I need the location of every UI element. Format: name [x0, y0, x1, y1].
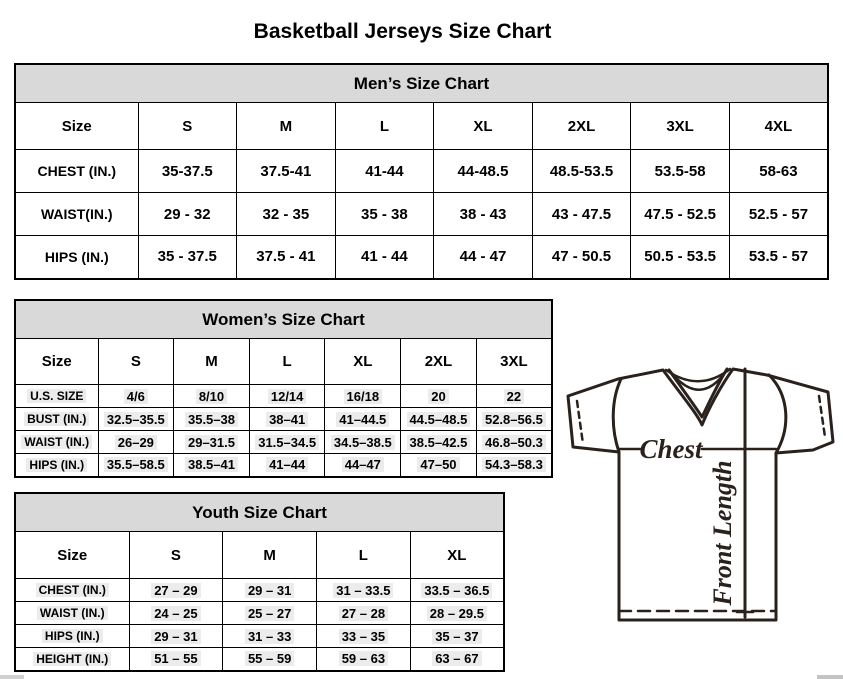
- right-armhole-seam: [769, 375, 786, 453]
- value-cell-text: 47 - 50.5: [551, 248, 612, 266]
- value-cell: [476, 385, 552, 408]
- value-cell: [317, 625, 411, 648]
- table-band-row: [15, 493, 504, 532]
- size-column-header-text: XL: [353, 353, 373, 370]
- size-column-header-text: L: [358, 546, 368, 564]
- size-row-label: [15, 532, 129, 579]
- value-cell-text: 63 – 67: [432, 651, 481, 666]
- value-cell: [335, 236, 434, 279]
- size-row-label: [15, 103, 138, 150]
- value-cell-text: 53.5 - 57: [748, 248, 809, 266]
- value-cell-text: 48.5-53.5: [549, 162, 614, 180]
- size-column-header: [223, 532, 317, 579]
- table-row: [15, 648, 504, 671]
- value-cell: [325, 408, 401, 431]
- table-band-row: [15, 300, 552, 339]
- womens-size-table: [14, 299, 553, 478]
- table-row: [15, 408, 552, 431]
- table-row: [15, 454, 552, 477]
- value-cell-text: 27 – 29: [151, 583, 200, 598]
- value-cell-text: 25 – 27: [245, 606, 294, 621]
- size-row-label-text: Size: [41, 353, 72, 370]
- size-column-header-text: 3XL: [666, 117, 694, 135]
- value-cell: [98, 431, 174, 454]
- value-cell: [434, 150, 533, 193]
- mens-size-table: [14, 63, 829, 280]
- value-cell-text: 44–47: [342, 457, 384, 472]
- value-cell: [410, 579, 504, 602]
- value-cell: [325, 454, 401, 477]
- value-cell: [249, 385, 325, 408]
- value-cell: [249, 408, 325, 431]
- value-cell-text: 29 – 31: [245, 583, 294, 598]
- value-cell: [138, 150, 237, 193]
- value-cell-text: 41–44: [266, 457, 308, 472]
- value-cell-text: 50.5 - 53.5: [644, 248, 716, 266]
- size-column-header-text: 2XL: [424, 353, 453, 370]
- size-column-header: [631, 103, 730, 150]
- value-cell-text: 55 – 59: [245, 651, 294, 666]
- size-header-row: [15, 103, 828, 150]
- row-label: [15, 236, 138, 279]
- value-cell-text: 12/14: [268, 389, 307, 404]
- value-cell-text: 20: [428, 389, 448, 404]
- value-cell-text: 47–50: [417, 457, 459, 472]
- value-cell: [434, 236, 533, 279]
- row-label: [15, 385, 98, 408]
- size-column-header-text: 3XL: [500, 353, 528, 370]
- value-cell-text: 51 – 55: [151, 651, 200, 666]
- page-title: Basketball Jerseys Size Chart: [253, 20, 552, 44]
- value-cell-text: 22: [504, 389, 524, 404]
- table-row: [15, 625, 504, 648]
- value-cell: [729, 150, 828, 193]
- row-label: [15, 625, 129, 648]
- value-cell: [174, 454, 250, 477]
- row-label: [15, 648, 129, 671]
- size-row-label: [15, 339, 98, 385]
- value-cell-text: 38.5–41: [185, 457, 238, 472]
- value-cell-text: 35 – 37: [432, 629, 481, 644]
- value-cell: [317, 602, 411, 625]
- size-column-header: [434, 103, 533, 150]
- value-cell-text: 38–41: [266, 412, 308, 427]
- value-cell-text: 33.5 – 36.5: [421, 583, 492, 598]
- left-armhole-seam: [613, 379, 621, 452]
- value-cell: [631, 150, 730, 193]
- value-cell: [335, 193, 434, 236]
- value-cell: [174, 408, 250, 431]
- value-cell-text: 41–44.5: [336, 412, 389, 427]
- youth-size-table: [14, 492, 505, 672]
- horizontal-scrollbar-fragment-right[interactable]: [817, 675, 843, 679]
- value-cell-text: 34.5–38.5: [331, 435, 395, 450]
- row-label-text: BUST (IN.): [24, 412, 89, 426]
- size-column-header: [410, 532, 504, 579]
- row-label: [15, 602, 129, 625]
- value-cell: [317, 579, 411, 602]
- size-header-row: [15, 339, 552, 385]
- value-cell: [729, 193, 828, 236]
- value-cell: [138, 193, 237, 236]
- value-cell: [237, 193, 336, 236]
- value-cell-text: 27 – 28: [339, 606, 388, 621]
- size-column-header: [335, 103, 434, 150]
- value-cell: [410, 648, 504, 671]
- value-cell-text: 54.3–58.3: [482, 457, 546, 472]
- value-cell-text: 31 – 33: [245, 629, 294, 644]
- value-cell: [237, 150, 336, 193]
- value-cell-text: 29 - 32: [163, 205, 211, 223]
- value-cell-text: 37.5-41: [260, 162, 312, 180]
- value-cell-text: 24 – 25: [151, 606, 200, 621]
- value-cell: [476, 431, 552, 454]
- right-cuff-dashed-line: [819, 396, 825, 437]
- value-cell: [325, 431, 401, 454]
- size-column-header-text: S: [170, 546, 181, 564]
- size-column-header-text: M: [279, 117, 293, 135]
- value-cell-text: 52.8–56.5: [482, 412, 546, 427]
- row-label-text: WAIST (IN.): [21, 435, 92, 449]
- value-cell: [223, 648, 317, 671]
- value-cell: [129, 579, 223, 602]
- jersey-diagram: [560, 365, 836, 635]
- value-cell: [174, 385, 250, 408]
- value-cell-text: 28 – 29.5: [427, 606, 487, 621]
- value-cell: [129, 625, 223, 648]
- table-row: [15, 602, 504, 625]
- value-cell-text: 35.5–58.5: [104, 457, 168, 472]
- size-column-header-text: 2XL: [567, 117, 596, 135]
- row-label-text: U.S. SIZE: [27, 389, 86, 403]
- table-row: [15, 431, 552, 454]
- value-cell-text: 41-44: [365, 162, 404, 180]
- womens-chart-title: Women’s Size Chart: [15, 300, 552, 339]
- row-label-text: WAIST(IN.): [40, 206, 113, 222]
- value-cell-text: 44.5–48.5: [407, 412, 471, 427]
- left-cuff-dashed-line: [577, 401, 583, 444]
- size-column-header-text: XL: [473, 117, 493, 135]
- value-cell-text: 8/10: [196, 389, 227, 404]
- value-cell: [223, 579, 317, 602]
- size-column-header: [237, 103, 336, 150]
- value-cell: [98, 454, 174, 477]
- table-row: [15, 385, 552, 408]
- size-column-header-text: L: [282, 353, 292, 370]
- value-cell-text: 53.5-58: [654, 162, 706, 180]
- row-label: [15, 193, 138, 236]
- value-cell-text: 35 - 38: [361, 205, 408, 223]
- value-cell-text: 43 - 47.5: [551, 205, 612, 223]
- size-column-header: [249, 339, 325, 385]
- value-cell: [401, 454, 477, 477]
- value-cell-text: 33 – 35: [339, 629, 388, 644]
- youth-chart-title: Youth Size Chart: [15, 493, 504, 532]
- value-cell: [401, 408, 477, 431]
- value-cell: [249, 454, 325, 477]
- size-column-header: [129, 532, 223, 579]
- size-column-header: [98, 339, 174, 385]
- value-cell: [476, 454, 552, 477]
- row-label: [15, 408, 98, 431]
- size-column-header: [729, 103, 828, 150]
- value-cell-text: 35 - 37.5: [157, 248, 217, 266]
- value-cell: [401, 431, 477, 454]
- chest-label: Chest: [639, 434, 703, 464]
- value-cell: [317, 648, 411, 671]
- row-label: [15, 579, 129, 602]
- value-cell: [129, 602, 223, 625]
- value-cell: [631, 193, 730, 236]
- size-column-header-text: XL: [447, 546, 467, 564]
- size-column-header-text: M: [263, 546, 276, 564]
- value-cell-text: 29–31.5: [185, 435, 238, 450]
- row-label-text: HIPS (IN.): [44, 248, 109, 265]
- value-cell: [532, 236, 631, 279]
- value-cell-text: 31 – 33.5: [333, 583, 393, 598]
- value-cell-text: 26–29: [115, 435, 157, 450]
- row-label-text: WAIST (IN.): [37, 606, 108, 620]
- size-column-header: [317, 532, 411, 579]
- table-row: [15, 579, 504, 602]
- value-cell-text: 41 - 44: [361, 248, 408, 266]
- size-column-header: [476, 339, 552, 385]
- horizontal-scrollbar-fragment-left[interactable]: [0, 675, 24, 679]
- size-column-header: [401, 339, 477, 385]
- value-cell: [223, 625, 317, 648]
- value-cell: [249, 431, 325, 454]
- size-column-header-text: L: [379, 117, 389, 135]
- value-cell: [98, 408, 174, 431]
- size-column-header: [325, 339, 401, 385]
- row-label-text: HIPS (IN.): [42, 629, 103, 643]
- table-band-row: [15, 64, 828, 103]
- value-cell-text: 32 - 35: [262, 205, 310, 223]
- value-cell-text: 52.5 - 57: [748, 205, 809, 223]
- row-label: [15, 150, 138, 193]
- row-label-text: HEIGHT (IN.): [33, 652, 111, 666]
- size-row-label-text: Size: [61, 117, 92, 135]
- value-cell: [410, 625, 504, 648]
- value-cell: [325, 385, 401, 408]
- value-cell: [223, 602, 317, 625]
- value-cell-text: 38.5–42.5: [407, 435, 471, 450]
- value-cell-text: 44 - 47: [459, 248, 507, 266]
- size-column-header-text: S: [130, 353, 141, 370]
- value-cell-text: 59 – 63: [339, 651, 388, 666]
- value-cell: [410, 602, 504, 625]
- value-cell: [237, 236, 336, 279]
- value-cell-text: 47.5 - 52.5: [644, 205, 716, 223]
- value-cell: [631, 236, 730, 279]
- row-label-text: CHEST (IN.): [36, 583, 109, 597]
- value-cell-text: 37.5 - 41: [256, 248, 316, 266]
- size-column-header: [138, 103, 237, 150]
- value-cell-text: 35-37.5: [161, 162, 213, 180]
- size-column-header: [174, 339, 250, 385]
- value-cell: [532, 193, 631, 236]
- value-cell: [476, 408, 552, 431]
- size-column-header-text: S: [182, 117, 193, 135]
- size-column-header-text: 4XL: [764, 117, 793, 135]
- jersey-outline: [568, 369, 833, 620]
- row-label: [15, 454, 98, 477]
- mens-chart-title: Men’s Size Chart: [15, 64, 828, 103]
- value-cell: [532, 150, 631, 193]
- value-cell-text: 32.5–35.5: [104, 412, 168, 427]
- value-cell-text: 58-63: [759, 162, 798, 180]
- value-cell: [174, 431, 250, 454]
- value-cell-text: 16/18: [344, 389, 383, 404]
- row-label-text: CHEST (IN.): [37, 163, 117, 179]
- value-cell: [98, 385, 174, 408]
- front-length-label: Front Length: [708, 460, 737, 606]
- value-cell: [138, 236, 237, 279]
- value-cell: [401, 385, 477, 408]
- table-row: [15, 193, 828, 236]
- value-cell-text: 46.8–50.3: [482, 435, 546, 450]
- row-label-text: HIPS (IN.): [26, 458, 87, 472]
- size-column-header: [532, 103, 631, 150]
- value-cell: [335, 150, 434, 193]
- value-cell-text: 35.5–38: [185, 412, 238, 427]
- value-cell: [129, 648, 223, 671]
- value-cell-text: 44-48.5: [457, 162, 509, 180]
- value-cell-text: 38 - 43: [459, 205, 507, 223]
- value-cell-text: 29 – 31: [151, 629, 200, 644]
- row-label: [15, 431, 98, 454]
- table-row: [15, 236, 828, 279]
- size-row-label-text: Size: [57, 546, 88, 564]
- value-cell: [729, 236, 828, 279]
- size-column-header-text: M: [205, 353, 218, 370]
- value-cell-text: 31.5–34.5: [255, 435, 319, 450]
- value-cell: [434, 193, 533, 236]
- size-header-row: [15, 532, 504, 579]
- value-cell-text: 4/6: [124, 389, 148, 404]
- table-row: [15, 150, 828, 193]
